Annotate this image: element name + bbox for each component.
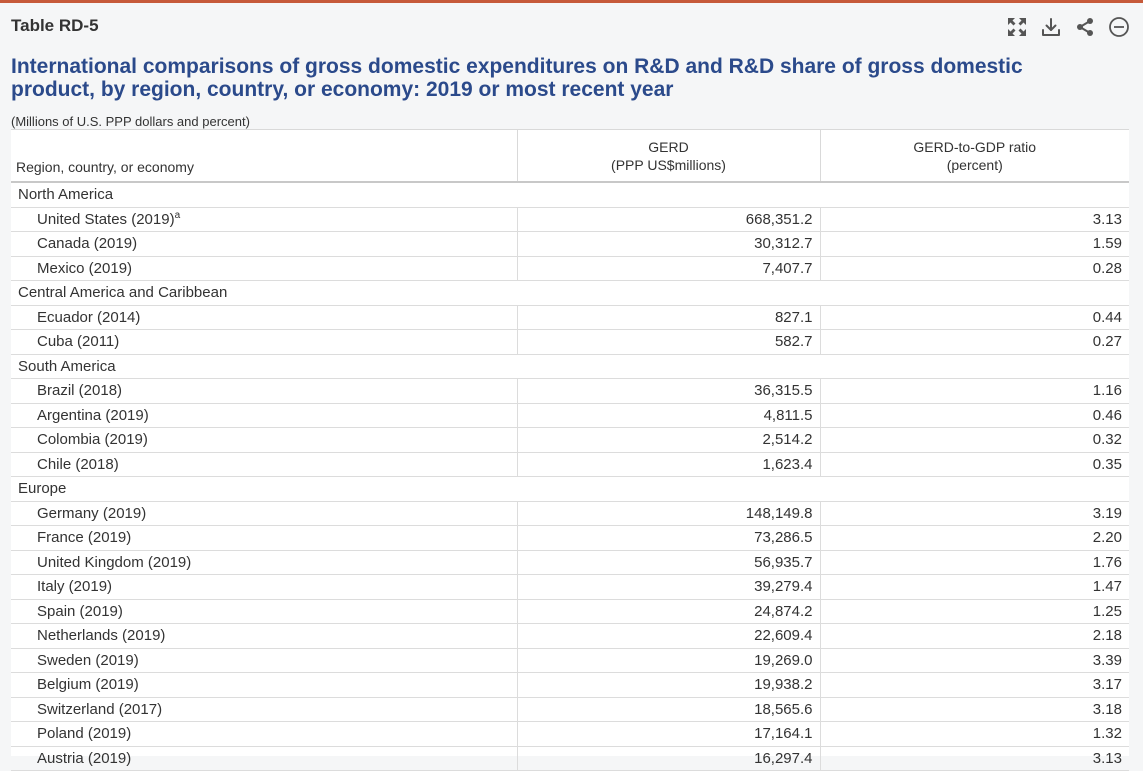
gerd-cell: 24,874.2 bbox=[517, 599, 820, 624]
ratio-cell: 3.17 bbox=[820, 673, 1129, 698]
country-name: Colombia (2019) bbox=[37, 431, 148, 449]
country-cell bbox=[11, 256, 517, 281]
country-name: Austria (2019) bbox=[37, 749, 132, 767]
ratio-cell: 2.18 bbox=[820, 624, 1129, 649]
table-row bbox=[11, 526, 1129, 551]
table-units: (Millions of U.S. PPP dollars and percent) bbox=[11, 114, 250, 129]
group-spacer bbox=[517, 477, 1129, 502]
country-cell bbox=[11, 428, 517, 453]
country-name: Argentina (2019) bbox=[37, 406, 149, 424]
ratio-cell: 3.13 bbox=[820, 746, 1129, 771]
group-row bbox=[11, 182, 1129, 207]
minus-circle-icon bbox=[1108, 16, 1130, 38]
country-name: Canada (2019) bbox=[37, 235, 138, 253]
footnote-marker[interactable]: a bbox=[174, 210, 181, 222]
gerd-cell: 7,407.7 bbox=[517, 256, 820, 281]
group-spacer bbox=[517, 281, 1129, 306]
gerd-cell: 827.1 bbox=[517, 305, 820, 330]
share-icon bbox=[1074, 16, 1096, 38]
country-name: Ecuador (2014) bbox=[37, 308, 141, 326]
table-row bbox=[11, 722, 1129, 747]
table-row bbox=[11, 648, 1129, 673]
table-row bbox=[11, 501, 1129, 526]
table-row bbox=[11, 403, 1129, 428]
table-row bbox=[11, 207, 1129, 232]
data-table bbox=[11, 129, 1129, 771]
country-cell bbox=[11, 624, 517, 649]
country-cell bbox=[11, 673, 517, 698]
table-row bbox=[11, 330, 1129, 355]
group-label: South America bbox=[11, 354, 517, 379]
table-row bbox=[11, 428, 1129, 453]
expand-button[interactable] bbox=[1005, 15, 1029, 39]
country-cell bbox=[11, 207, 517, 232]
country-name: France (2019) bbox=[37, 529, 132, 547]
gerd-cell: 1,623.4 bbox=[517, 452, 820, 477]
download-icon bbox=[1040, 16, 1062, 38]
country-cell bbox=[11, 501, 517, 526]
ratio-cell: 2.20 bbox=[820, 526, 1129, 551]
table-row bbox=[11, 697, 1129, 722]
share-button[interactable] bbox=[1073, 15, 1097, 39]
table-body bbox=[11, 182, 1129, 771]
gerd-cell: 22,609.4 bbox=[517, 624, 820, 649]
country-name: Spain (2019) bbox=[37, 602, 123, 620]
table-row bbox=[11, 452, 1129, 477]
country-name: United Kingdom (2019) bbox=[37, 553, 192, 571]
gerd-cell: 582.7 bbox=[517, 330, 820, 355]
table-row bbox=[11, 305, 1129, 330]
collapse-button[interactable] bbox=[1107, 15, 1131, 39]
group-row bbox=[11, 354, 1129, 379]
group-row bbox=[11, 477, 1129, 502]
country-cell bbox=[11, 599, 517, 624]
country-cell bbox=[11, 746, 517, 771]
country-name: Netherlands (2019) bbox=[37, 627, 166, 645]
country-cell bbox=[11, 232, 517, 257]
download-button[interactable] bbox=[1039, 15, 1063, 39]
table-row bbox=[11, 550, 1129, 575]
ratio-cell: 0.44 bbox=[820, 305, 1129, 330]
ratio-cell: 0.46 bbox=[820, 403, 1129, 428]
col-header-region: Region, country, or economy bbox=[11, 130, 517, 183]
country-cell bbox=[11, 305, 517, 330]
table-header bbox=[0, 3, 1143, 43]
country-name: Sweden (2019) bbox=[37, 651, 139, 669]
table-row bbox=[11, 232, 1129, 257]
group-label: Europe bbox=[11, 477, 517, 502]
gerd-cell: 2,514.2 bbox=[517, 428, 820, 453]
table-row bbox=[11, 624, 1129, 649]
gerd-cell: 18,565.6 bbox=[517, 697, 820, 722]
table-row bbox=[11, 746, 1129, 771]
country-name: United States (2019) bbox=[37, 211, 175, 229]
ratio-cell: 0.27 bbox=[820, 330, 1129, 355]
ratio-cell: 1.16 bbox=[820, 379, 1129, 404]
ratio-cell: 0.28 bbox=[820, 256, 1129, 281]
table-toolbar bbox=[1005, 15, 1131, 39]
ratio-cell: 1.59 bbox=[820, 232, 1129, 257]
country-name: Germany (2019) bbox=[37, 504, 147, 522]
country-name: Chile (2018) bbox=[37, 455, 119, 473]
table-header-row bbox=[11, 130, 1129, 183]
ratio-cell: 3.39 bbox=[820, 648, 1129, 673]
country-cell bbox=[11, 403, 517, 428]
table-title: International comparisons of gross domestic expenditures on R&D and R&D share of gross domestic product, by region, country, or economy: 2019 or most recent year bbox=[11, 55, 1023, 101]
gerd-cell: 4,811.5 bbox=[517, 403, 820, 428]
table-row bbox=[11, 575, 1129, 600]
ratio-cell: 0.35 bbox=[820, 452, 1129, 477]
gerd-cell: 36,315.5 bbox=[517, 379, 820, 404]
country-cell bbox=[11, 575, 517, 600]
gerd-cell: 19,938.2 bbox=[517, 673, 820, 698]
country-name: Brazil (2018) bbox=[37, 382, 123, 400]
gerd-cell: 39,279.4 bbox=[517, 575, 820, 600]
country-cell bbox=[11, 379, 517, 404]
ratio-cell: 3.18 bbox=[820, 697, 1129, 722]
col-header-ratio: GERD-to-GDP ratio (percent) bbox=[820, 130, 1129, 183]
country-name: Italy (2019) bbox=[37, 578, 113, 596]
country-cell bbox=[11, 526, 517, 551]
gerd-cell: 30,312.7 bbox=[517, 232, 820, 257]
expand-icon bbox=[1006, 16, 1028, 38]
table-row bbox=[11, 673, 1129, 698]
table-row bbox=[11, 379, 1129, 404]
gerd-cell: 17,164.1 bbox=[517, 722, 820, 747]
gerd-cell: 73,286.5 bbox=[517, 526, 820, 551]
gerd-cell: 668,351.2 bbox=[517, 207, 820, 232]
ratio-cell: 1.25 bbox=[820, 599, 1129, 624]
group-spacer bbox=[517, 182, 1129, 207]
group-row bbox=[11, 281, 1129, 306]
table-id: Table RD-5 bbox=[11, 16, 99, 35]
country-cell bbox=[11, 697, 517, 722]
table-scroll-area[interactable] bbox=[11, 129, 1129, 767]
country-cell bbox=[11, 452, 517, 477]
group-label: North America bbox=[11, 182, 517, 207]
col-header-gerd: GERD (PPP US$millions) bbox=[517, 130, 820, 183]
gerd-cell: 16,297.4 bbox=[517, 746, 820, 771]
ratio-cell: 1.76 bbox=[820, 550, 1129, 575]
group-spacer bbox=[517, 354, 1129, 379]
ratio-cell: 3.19 bbox=[820, 501, 1129, 526]
ratio-cell: 1.47 bbox=[820, 575, 1129, 600]
ratio-cell: 0.32 bbox=[820, 428, 1129, 453]
country-name: Poland (2019) bbox=[37, 725, 132, 743]
country-cell bbox=[11, 722, 517, 747]
gerd-cell: 56,935.7 bbox=[517, 550, 820, 575]
gerd-cell: 148,149.8 bbox=[517, 501, 820, 526]
country-name: Cuba (2011) bbox=[37, 333, 120, 351]
country-name: Mexico (2019) bbox=[37, 259, 133, 277]
ratio-cell: 1.32 bbox=[820, 722, 1129, 747]
table-row bbox=[11, 599, 1129, 624]
gerd-cell: 19,269.0 bbox=[517, 648, 820, 673]
country-cell bbox=[11, 648, 517, 673]
ratio-cell: 3.13 bbox=[820, 207, 1129, 232]
table-row bbox=[11, 256, 1129, 281]
country-cell bbox=[11, 330, 517, 355]
group-label: Central America and Caribbean bbox=[11, 281, 517, 306]
country-name: Switzerland (2017) bbox=[37, 700, 163, 718]
country-name: Belgium (2019) bbox=[37, 676, 139, 694]
country-cell bbox=[11, 550, 517, 575]
